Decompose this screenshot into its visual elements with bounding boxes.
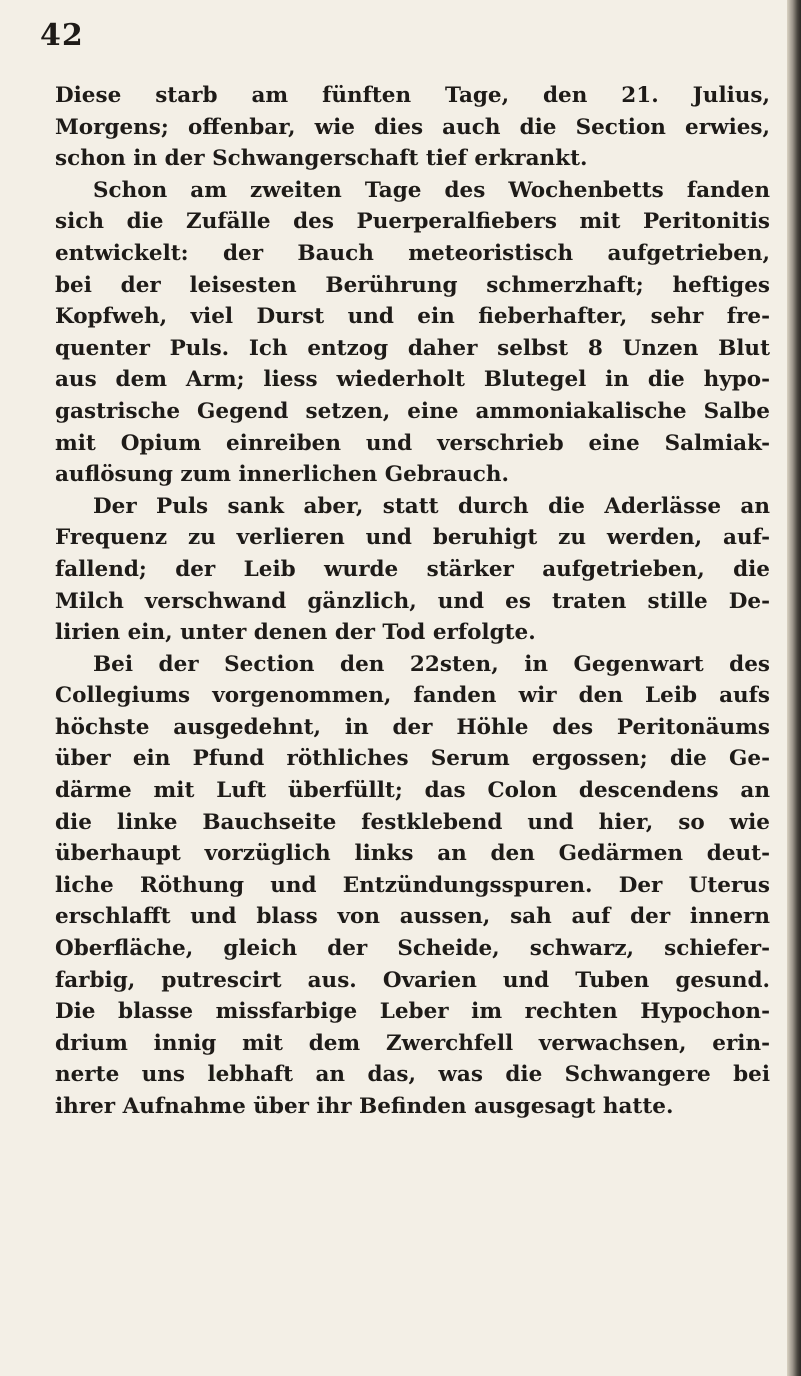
text-line: schon in der Schwangerschaft tief erkrankt.: [55, 146, 588, 172]
text-line: Milch verschwand gänzlich, und es traten stille De-: [55, 588, 770, 614]
text-line: Frequenz zu verlieren und beruhigt zu werden, auf-: [55, 525, 770, 551]
body-text: [55, 80, 770, 1123]
text-line: gastrische Gegend setzen, eine ammoniakalische Salbe: [55, 398, 770, 424]
text-line: Kopfweh, viel Durst und ein fieberhafter, sehr fre-: [55, 304, 770, 330]
text-line: Collegiums vorgenommen, fanden wir den Leib aufs: [55, 683, 770, 709]
text-line: die linke Bauchseite festklebend und hier, so wie: [55, 809, 770, 835]
page-edge-shadow: [787, 0, 801, 1376]
text-line: entwickelt: der Bauch meteoristisch aufgetrieben,: [55, 240, 770, 266]
text-line: fallend; der Leib wurde stärker aufgetrieben, die: [55, 556, 770, 582]
text-line: farbig, putrescirt aus. Ovarien und Tuben gesund.: [55, 967, 770, 993]
text-line: quenter Puls. Ich entzog daher selbst 8 Unzen Blut: [55, 335, 770, 361]
text-line: drium innig mit dem Zwerchfell verwachsen, erin-: [55, 1030, 770, 1056]
text-line: Morgens; offenbar, wie dies auch die Section erwies,: [55, 114, 770, 140]
text-line: höchste ausgedehnt, in der Höhle des Peritonäums: [55, 714, 770, 740]
paragraph-start-line: Der Puls sank aber, statt durch die Aderlässe an: [93, 493, 770, 519]
text-line: erschlafft und blass von aussen, sah auf der innern: [55, 904, 770, 930]
text-line: aus dem Arm; liess wiederholt Blutegel in die hypo-: [55, 367, 770, 393]
text-line: über ein Pfund röthliches Serum ergossen; die Ge-: [55, 746, 770, 772]
text-line: Die blasse missfarbige Leber im rechten Hypochon-: [55, 999, 770, 1025]
text-line: überhaupt vorzüglich links an den Gedärmen deut-: [55, 841, 770, 867]
text-line: liche Röthung und Entzündungsspuren. Der Uterus: [55, 872, 770, 898]
text-line: ihrer Aufnahme über ihr Befinden ausgesagt hatte.: [55, 1094, 674, 1119]
text-line: Oberfläche, gleich der Scheide, schwarz, schiefer-: [55, 936, 770, 962]
text-line: auflösung zum innerlichen Gebrauch.: [55, 462, 509, 488]
paragraph-start-line: Bei der Section den 22sten, in Gegenwart des: [93, 651, 770, 677]
text-line: bei der leisesten Berührung schmerzhaft; heftiges: [55, 272, 770, 298]
text-line: sich die Zufälle des Puerperalfiebers mit Peritonitis: [55, 209, 770, 235]
page-number: 42: [40, 18, 84, 53]
text-line: mit Opium einreiben und verschrieb eine Salmiak-: [55, 430, 770, 456]
text-line: lirien ein, unter denen der Tod erfolgte.: [55, 620, 536, 646]
text-line: nerte uns lebhaft an das, was die Schwangere bei: [55, 1062, 770, 1088]
text-line: därme mit Luft überfüllt; das Colon descendens an: [55, 778, 770, 804]
text-line: Diese starb am fünften Tage, den 21. Julius,: [55, 83, 770, 108]
paragraph-start-line: Schon am zweiten Tage des Wochenbetts fanden: [93, 177, 770, 203]
